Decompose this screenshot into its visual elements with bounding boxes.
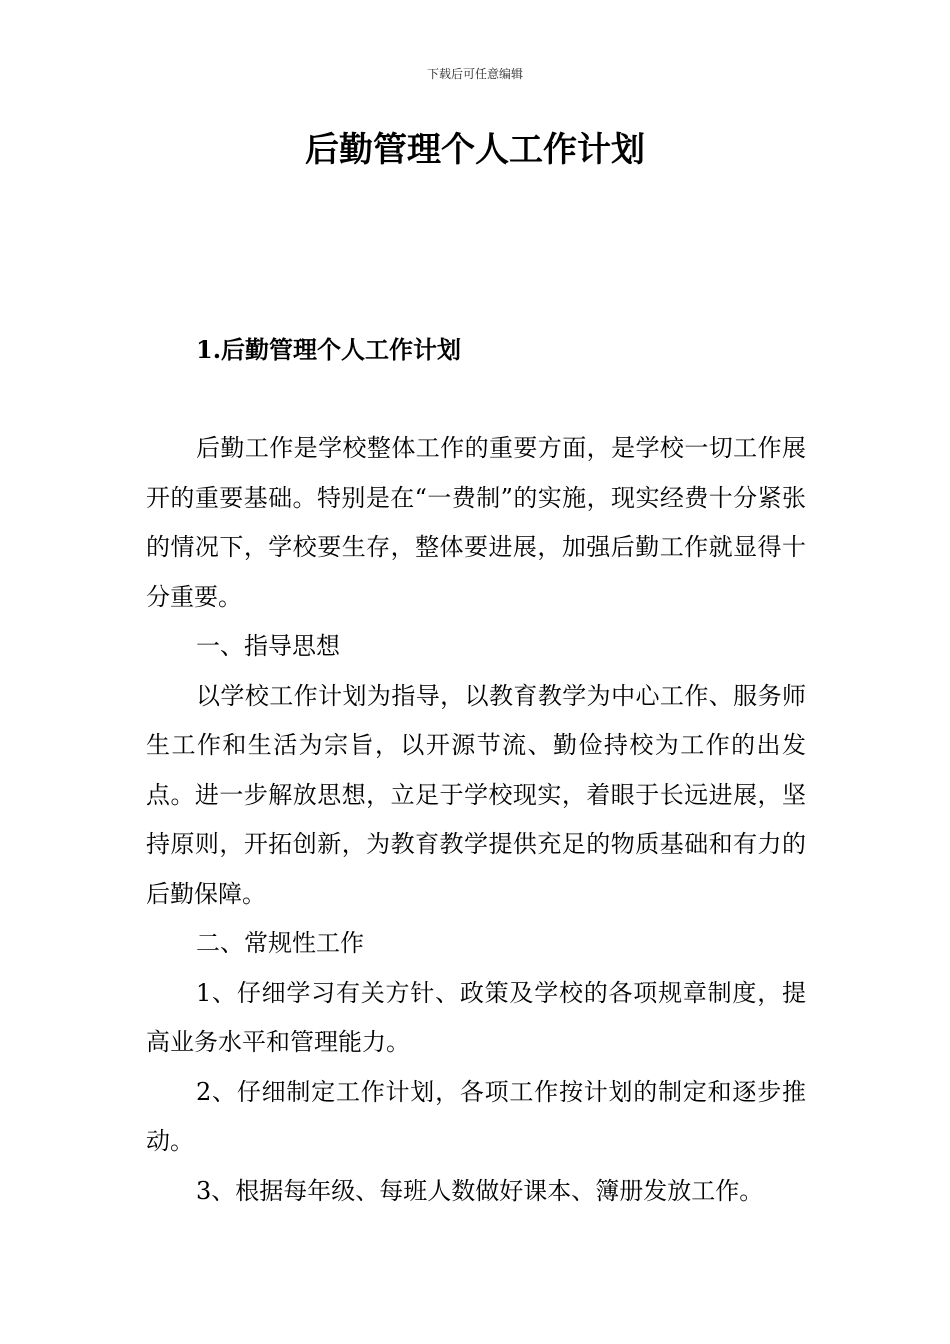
header-note: 下载后可任意编辑 [426,67,523,81]
paragraph-guiding-thought: 以学校工作计划为指导，以教育教学为中心工作、服务师生工作和生活为宗旨，以开源节流、勤俭持校为工作的出发点。进一步解放思想，立足于学校现实，着眼于长远进展，坚持原则，开拓创新，为教育教学提供充足的物质基础和有力的后勤保障。 [146,681,806,908]
document-title: 后勤管理个人工作计划 [305,130,645,170]
section-heading: 1.后勤管理个人工作计划 [196,335,462,364]
list-item: 1、仔细学习有关方针、政策及学校的各项规章制度，提高业务水平和管理能力。 [146,978,806,1056]
heading-routine-work: 二、常规性工作 [196,929,364,957]
paragraph-intro: 后勤工作是学校整体工作的重要方面，是学校一切工作展开的重要基础。特别是在“一费制”的实施，现实经费十分紧张的情况下，学校要生存，整体要进展，加强后勤工作就显得十分重要。 [146,434,806,611]
document-body [146,424,806,1216]
list-item: 2、仔细制定工作计划，各项工作按计划的制定和逐步推动。 [146,1077,806,1155]
list-item: 3、根据每年级、每班人数做好课本、簿册发放工作。 [196,1176,764,1205]
heading-guiding-thought: 一、指导思想 [196,632,340,660]
